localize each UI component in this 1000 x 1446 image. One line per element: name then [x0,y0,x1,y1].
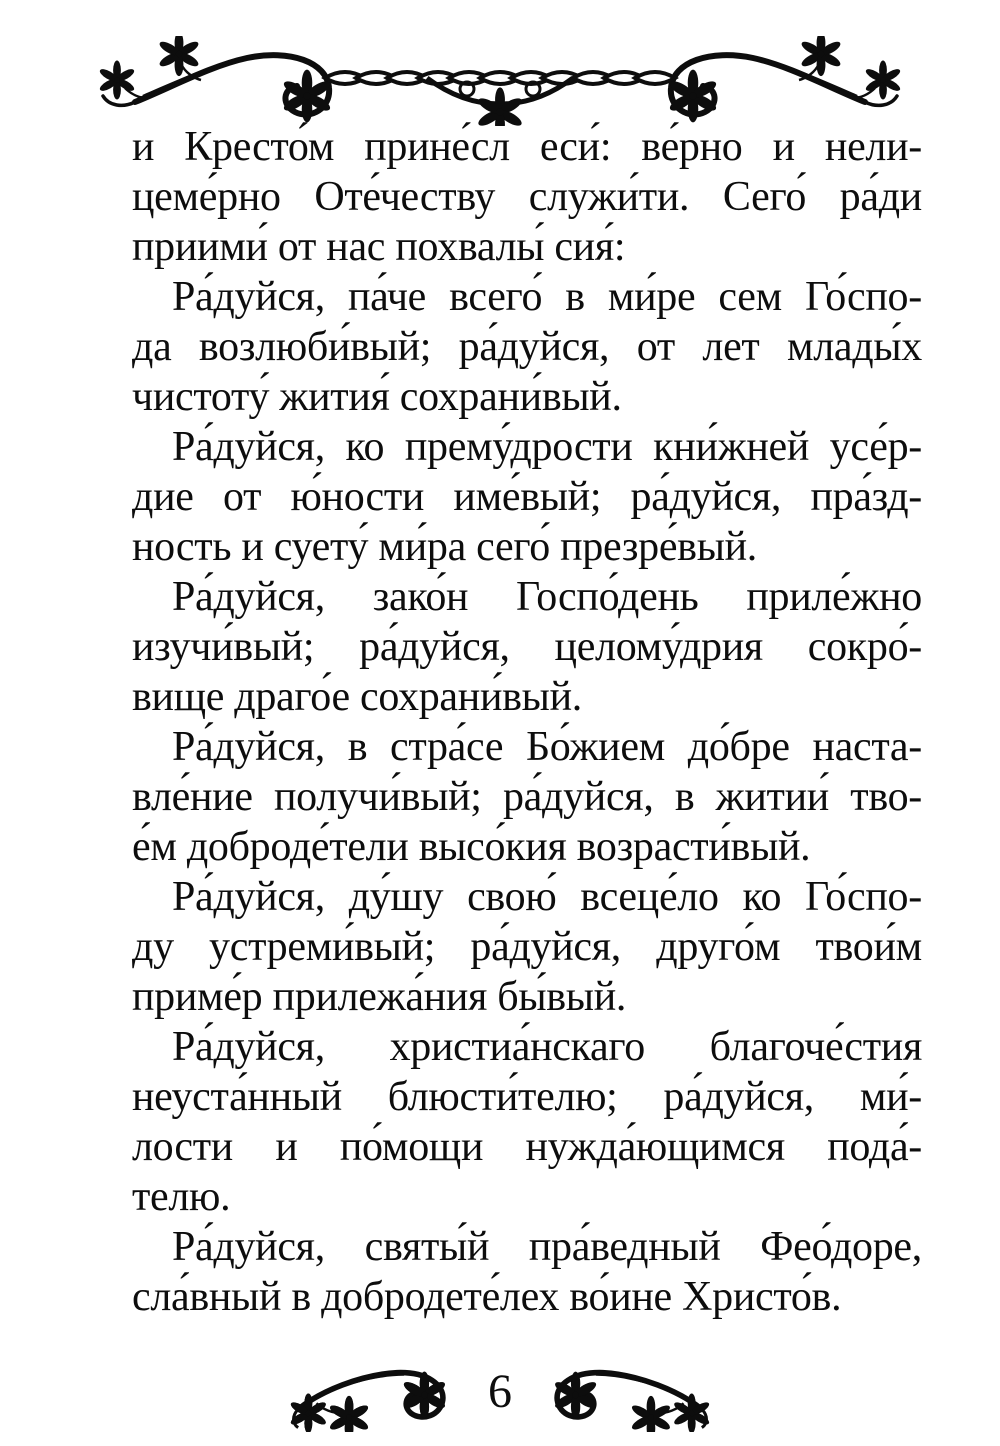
page-number: 6 [488,1365,512,1418]
text-line: ду устреми́вый; ра́дуйся, друго́м твои́м [132,924,922,970]
text-line: приме́р прилежа́ния бы́вый. [132,974,627,1020]
paragraph [132,422,922,572]
paragraph [132,872,922,1022]
text-line: лости и по́мощи нужда́ющимся пода́- [132,1124,922,1170]
text-line: Ра́дуйся, христиа́нскаго благоче́стия [172,1024,922,1070]
paragraph [132,1022,922,1222]
text-line: вище драго́е сохрани́вый. [132,674,582,720]
paragraph [132,572,922,722]
text-line: приими́ от нас похвалы́ сия́: [132,224,626,270]
text-line: цеме́рно Оте́честву служи́ти. Сего́ ра́ди [132,174,922,220]
page-footer [0,1342,1000,1442]
text-line: изучи́вый; ра́дуйся, целому́дрия сокро́- [132,624,922,670]
text-line: е́м доброде́тели высо́кия возрасти́вый. [132,824,811,870]
paragraph [132,1222,922,1322]
text-line: Ра́дуйся, ко прему́дрости кни́жней усе́р- [172,424,922,470]
text-line: сла́вный в добродете́лех во́ине Христо́в. [132,1274,842,1320]
text-line: ность и суету́ ми́ра сего́ презре́вый. [132,524,757,570]
text-line: Ра́дуйся, ду́шу свою́ всеце́ло ко Го́спо- [172,874,922,920]
text-line: Ра́дуйся, святы́й пра́ведный Фео́доре, [172,1224,922,1270]
text-line: дие от ю́ности име́вый; ра́дуйся, пра́зд- [132,474,922,520]
paragraph [132,722,922,872]
paragraph [132,272,922,422]
page-text [132,122,922,1322]
top-floral-divider-icon [95,36,905,126]
text-line: да возлюби́вый; ра́дуйся, от лет млады́х [132,324,922,370]
text-line: телю. [132,1174,231,1220]
text-line: неуста́нный блюсти́телю; ра́дуйся, ми́- [132,1074,922,1120]
paragraph [132,122,922,272]
text-line: Ра́дуйся, зако́н Госпо́день приле́жно [172,574,922,620]
text-line: Ра́дуйся, па́че всего́ в ми́ре сем Го́спо- [172,274,922,320]
text-line: Ра́дуйся, в стра́се Бо́жием до́бре наста- [172,724,922,770]
text-line: вле́ние получи́вый; ра́дуйся, в житии́ тво- [132,774,922,820]
footer-floral-sprig-left-icon [290,1352,458,1432]
footer-floral-sprig-right-icon [542,1352,710,1432]
text-line: и Кресто́м прине́сл еси́: ве́рно и нели- [132,124,922,170]
text-line: чистоту́ жития́ сохрани́вый. [132,374,622,420]
